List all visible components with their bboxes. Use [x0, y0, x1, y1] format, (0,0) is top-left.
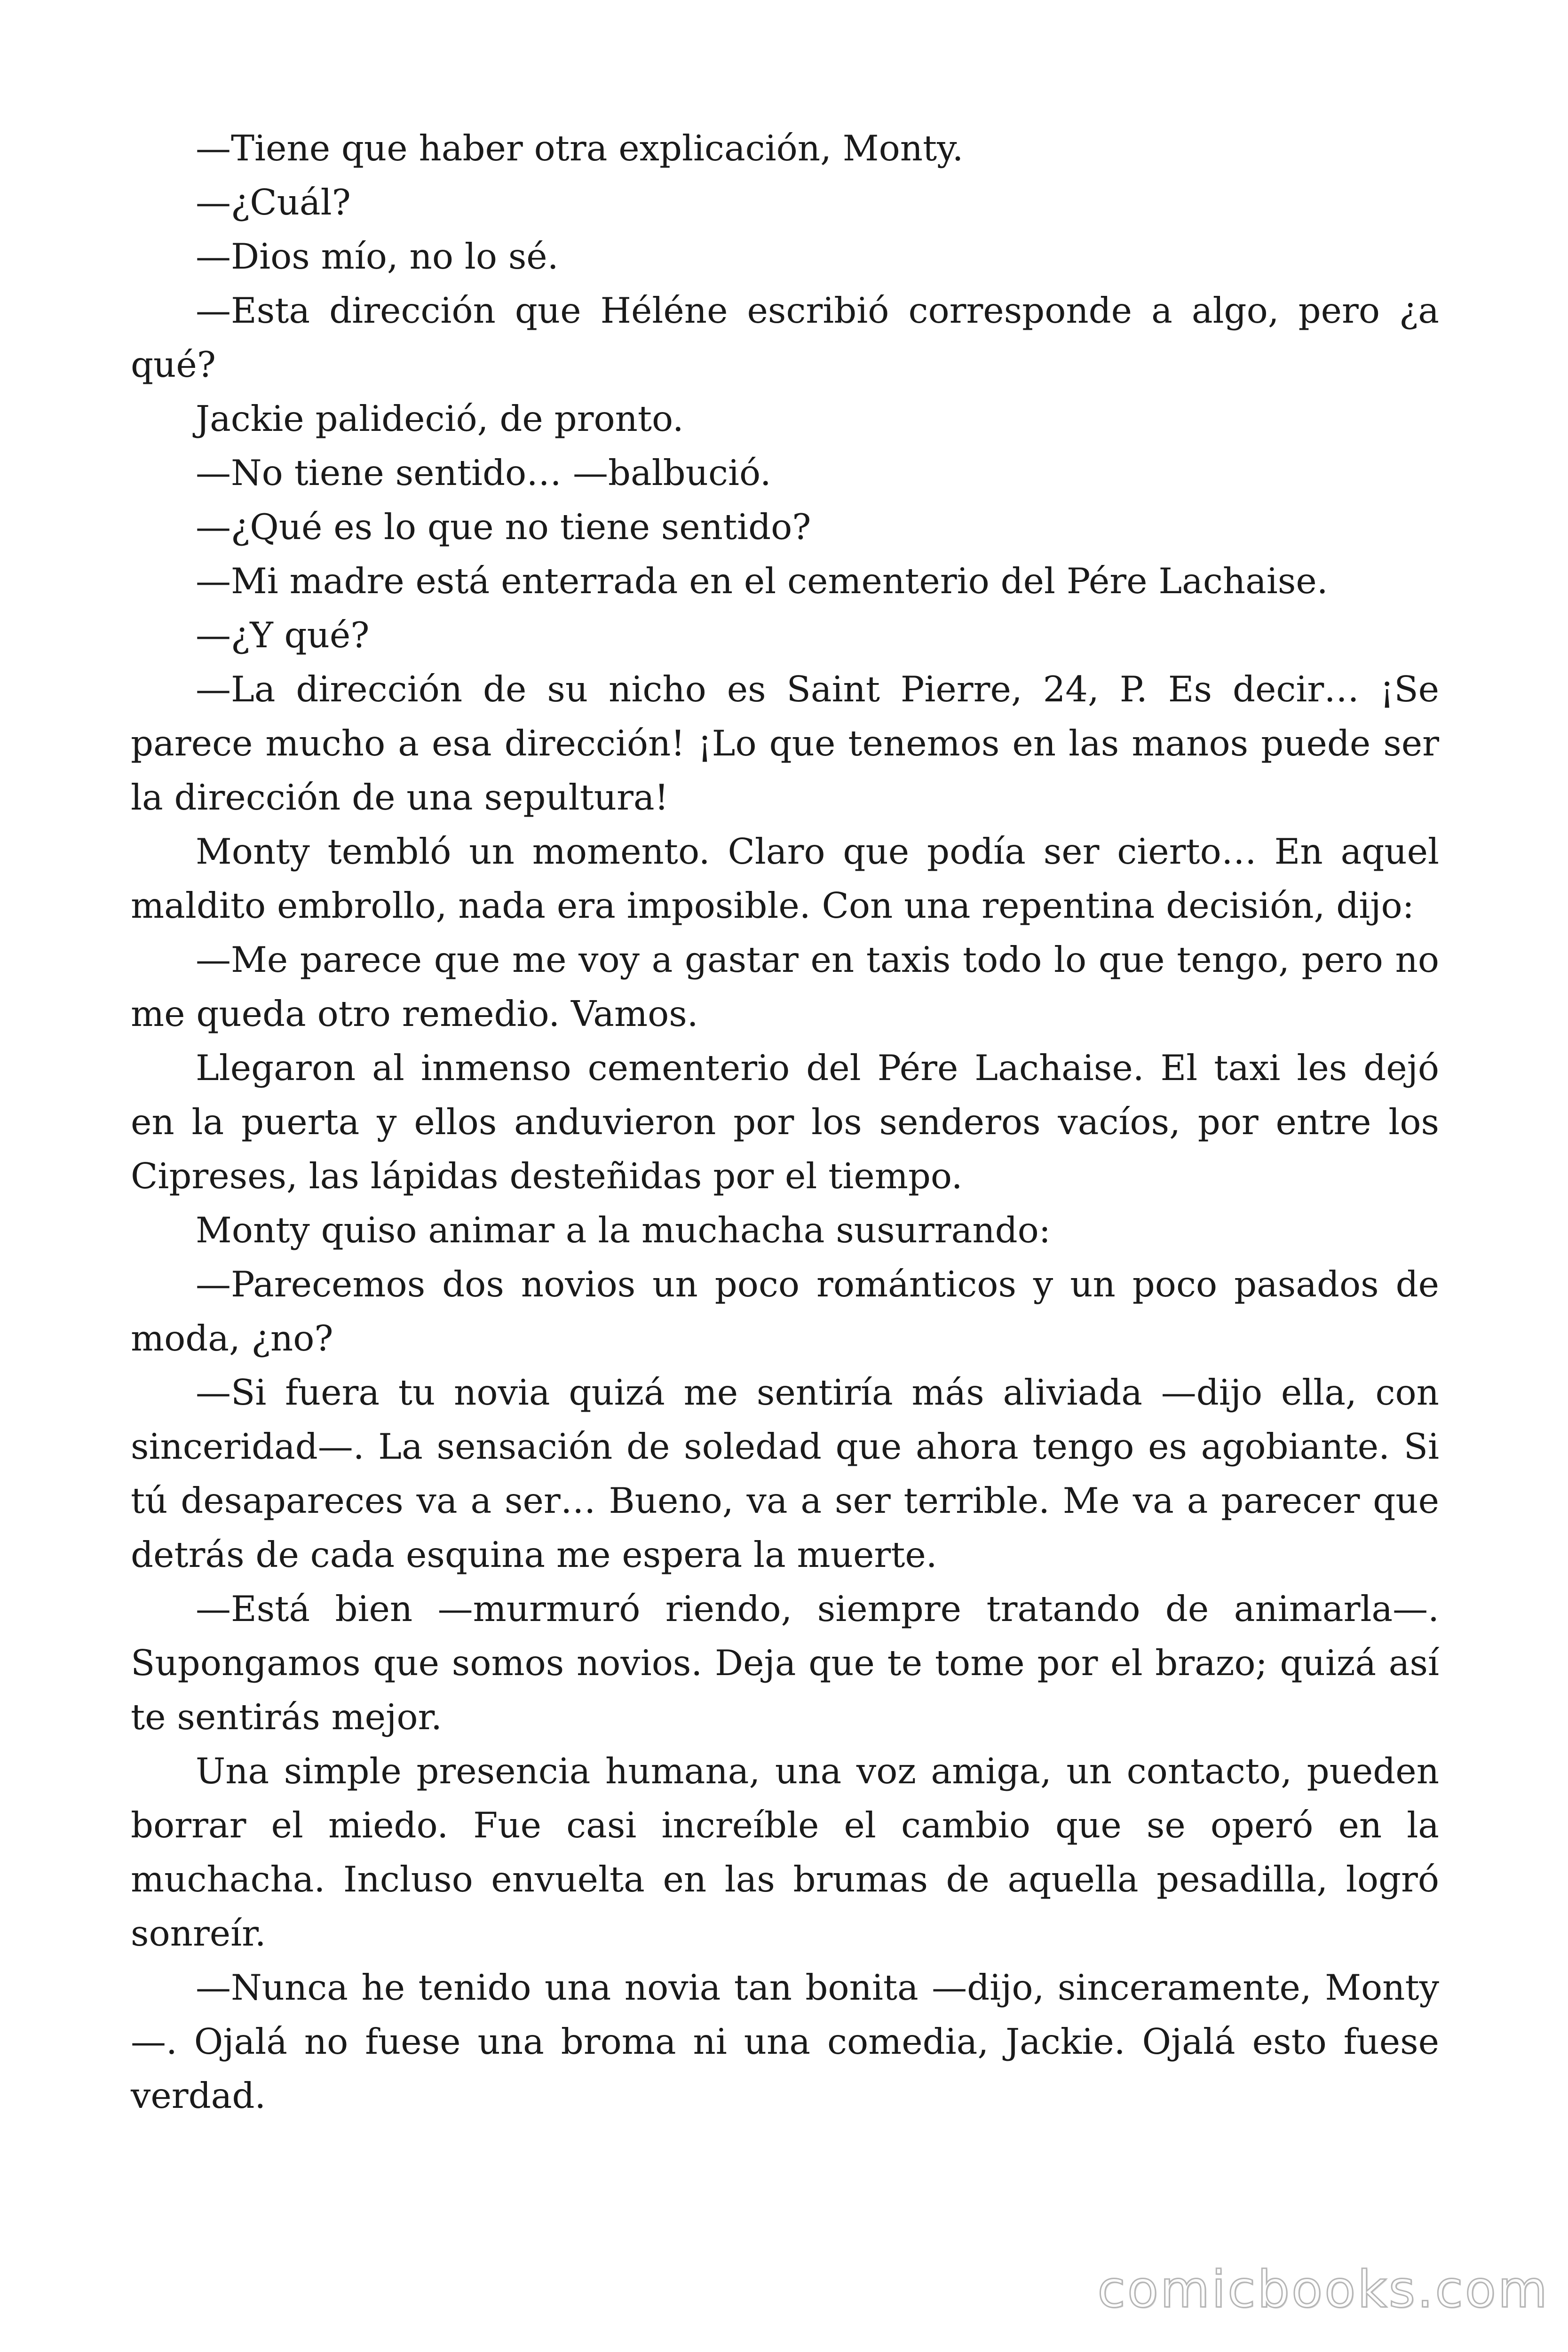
paragraph: —No tiene sentido… —balbució. — [196, 452, 771, 493]
page-body-text — [131, 121, 1439, 2123]
paragraph: Monty quiso animar a la muchacha susurrando: — [196, 1209, 1051, 1251]
paragraph: —Parecemos dos novios un poco románticos y un poco pasados de moda, ¿no? — [131, 1263, 1439, 1359]
paragraph: —Dios mío, no lo sé. — [196, 236, 559, 277]
paragraph: —¿Cuál? — [196, 182, 351, 223]
paragraph: —Si fuera tu novia quizá me sentiría más aliviada —dijo ella, con sinceridad—. La sensación de soledad que ahora tengo es agobiante. Si tú desapareces va a ser… Bueno, va a ser terrible. Me va a parecer que detrás de cada esquina me espera la muerte. — [131, 1372, 1439, 1575]
paragraph: —¿Y qué? — [196, 614, 370, 656]
paragraph: —Esta dirección que Héléne escribió corresponde a algo, pero ¿a qué? — [131, 290, 1439, 385]
paragraph: —Tiene que haber otra explicación, Monty. — [196, 127, 964, 169]
paragraph: —Me parece que me voy a gastar en taxis todo lo que tengo, pero no me queda otro remedio. Vamos. — [131, 939, 1439, 1034]
paragraph: Jackie palideció, de pronto. — [196, 398, 684, 439]
paragraph: —Nunca he tenido una novia tan bonita —dijo, sinceramente, Monty—. Ojalá no fuese una broma ni una comedia, Jackie. Ojalá esto fuese verdad. — [131, 1967, 1439, 2116]
paragraph: Monty tembló un momento. Claro que podía ser cierto… En aquel maldito embrollo, nada era imposible. Con una repentina decisión, dijo: — [131, 831, 1439, 926]
paragraph: —Mi madre está enterrada en el cementerio del Pére Lachaise. — [196, 560, 1328, 602]
paragraph: —¿Qué es lo que no tiene sentido? — [196, 506, 811, 548]
paragraph: —La dirección de su nicho es Saint Pierre, 24, P. Es decir… ¡Se parece mucho a esa dirección! ¡Lo que tenemos en las manos puede ser la dirección de una sepultura! — [131, 668, 1439, 818]
paragraph: —Está bien —murmuró riendo, siempre tratando de animarla—. Supongamos que somos novios. Deja que te tome por el brazo; quizá así te sentirás mejor. — [131, 1588, 1439, 1738]
paragraph: Una simple presencia humana, una voz amiga, un contacto, pueden borrar el miedo. Fue casi increíble el cambio que se operó en la muchacha. Incluso envuelta en las brumas de aquella pesadilla, logró sonreír. — [131, 1750, 1439, 1954]
paragraph: Llegaron al inmenso cementerio del Pére Lachaise. El taxi les dejó en la puerta y ellos anduvieron por los senderos vacíos, por entre los Cipreses, las lápidas desteñidas por el tiempo. — [131, 1047, 1439, 1197]
watermark: comicbooks.com — [1097, 2260, 1549, 2319]
